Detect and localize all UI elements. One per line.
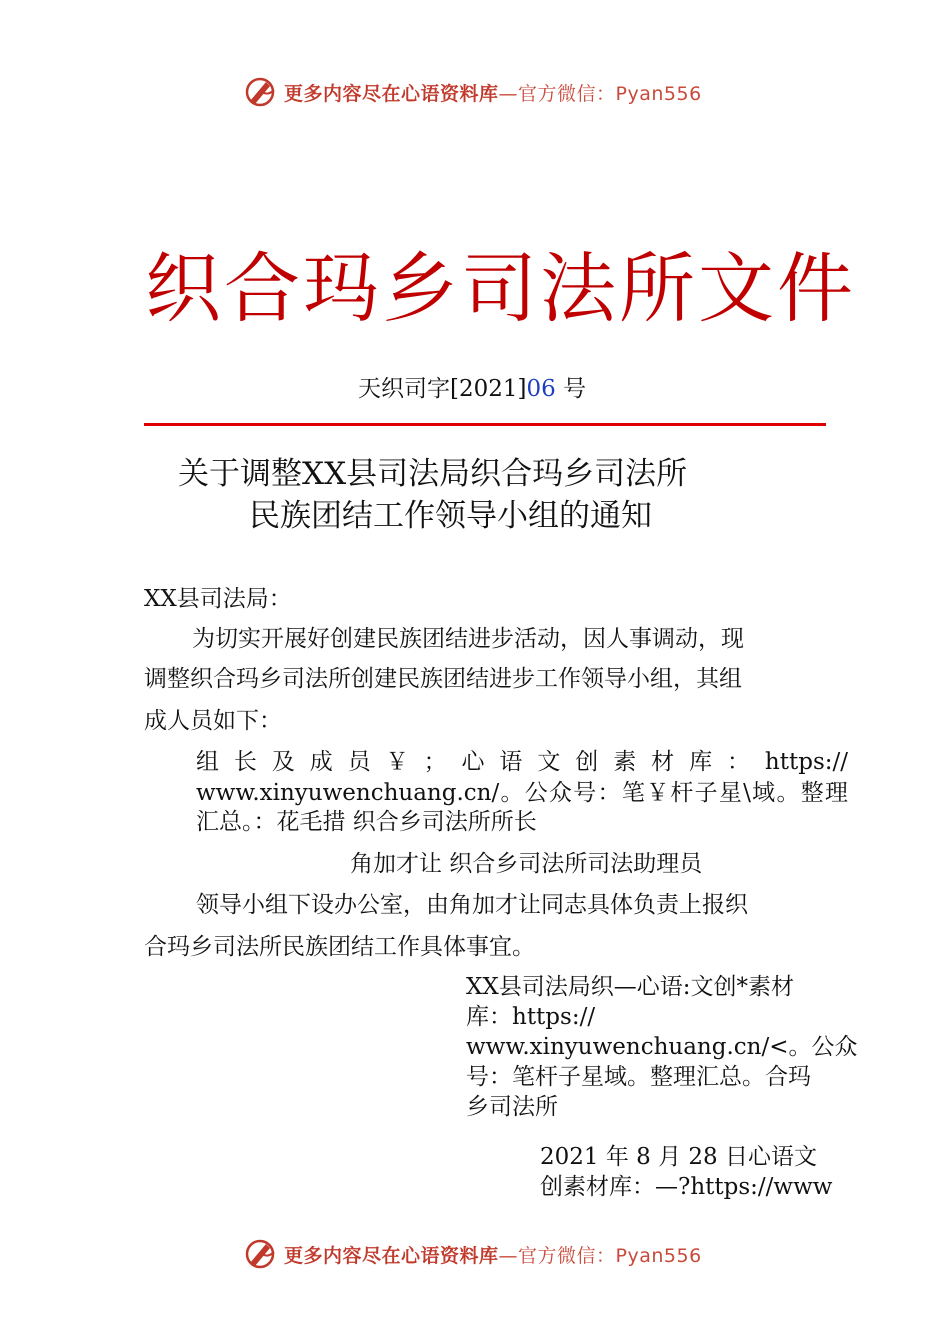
watermark-main-text: 更多内容尽在心语资料库 (284, 1244, 499, 1267)
members-line-1: 组长及成员￥；心语文创素材库：https:// (196, 749, 848, 775)
pen-logo-icon (242, 1236, 278, 1272)
members-line-2: www.xinyuwenchuang.cn/。公众号：笔￥杆子星\域。整理 (196, 780, 848, 806)
red-divider (144, 423, 826, 426)
members-line-3: 汇总。：花毛措 织合乡司法所所长 (196, 809, 537, 835)
watermark-banner-top (242, 72, 762, 112)
watermark-contact-text: —官方微信：Pyan556 (498, 82, 702, 105)
pen-logo-icon (242, 74, 278, 110)
watermark-main-text: 更多内容尽在心语资料库 (284, 82, 499, 105)
salutation: XX县司法局： (144, 586, 292, 612)
paragraph-1-line-3: 成人员如下： (144, 708, 282, 734)
paragraph-2-line-1: 领导小组下设办公室，由角加才让同志具体负责上报织 (196, 892, 748, 918)
date-line-1: 2021 年 8 月 28 日心语文 (540, 1144, 817, 1170)
paragraph-1-line-2: 调整织合玛乡司法所创建民族团结进步工作领导小组，其组 (144, 666, 742, 692)
signature-line-2: 库：https:// (466, 1004, 596, 1030)
subject-line-1: 关于调整XX县司法局织合玛乡司法所 (178, 456, 688, 492)
watermark-banner-bottom (242, 1234, 762, 1274)
document-number-value: 06 (526, 376, 556, 402)
document-title: 织合玛乡司法所文件 (145, 244, 856, 333)
member-2-line: 角加才让 织合乡司法所司法助理员 (350, 851, 703, 877)
document-number-suffix: 号 (555, 376, 587, 402)
paragraph-1-line-1: 为切实开展好创建民族团结进步活动，因人事调动，现 (192, 626, 744, 652)
signature-line-5: 乡司法所 (466, 1094, 558, 1120)
signature-line-3: www.xinyuwenchuang.cn/<。公众 (466, 1034, 858, 1060)
subject-line-2: 民族团结工作领导小组的通知 (249, 498, 652, 534)
watermark-contact-text: —官方微信：Pyan556 (498, 1244, 702, 1267)
document-number (358, 370, 586, 403)
paragraph-2-line-2: 合玛乡司法所民族团结工作具体事宜。 (144, 934, 535, 960)
signature-line-4: 号：笔杆子星域。整理汇总。合玛 (466, 1064, 811, 1090)
date-line-2: 创素材库：—?https://www (540, 1174, 833, 1200)
signature-line-1: XX县司法局织—心语:文创*素材 (466, 974, 794, 1000)
document-number-prefix: 天织司字[2021] (358, 376, 527, 402)
